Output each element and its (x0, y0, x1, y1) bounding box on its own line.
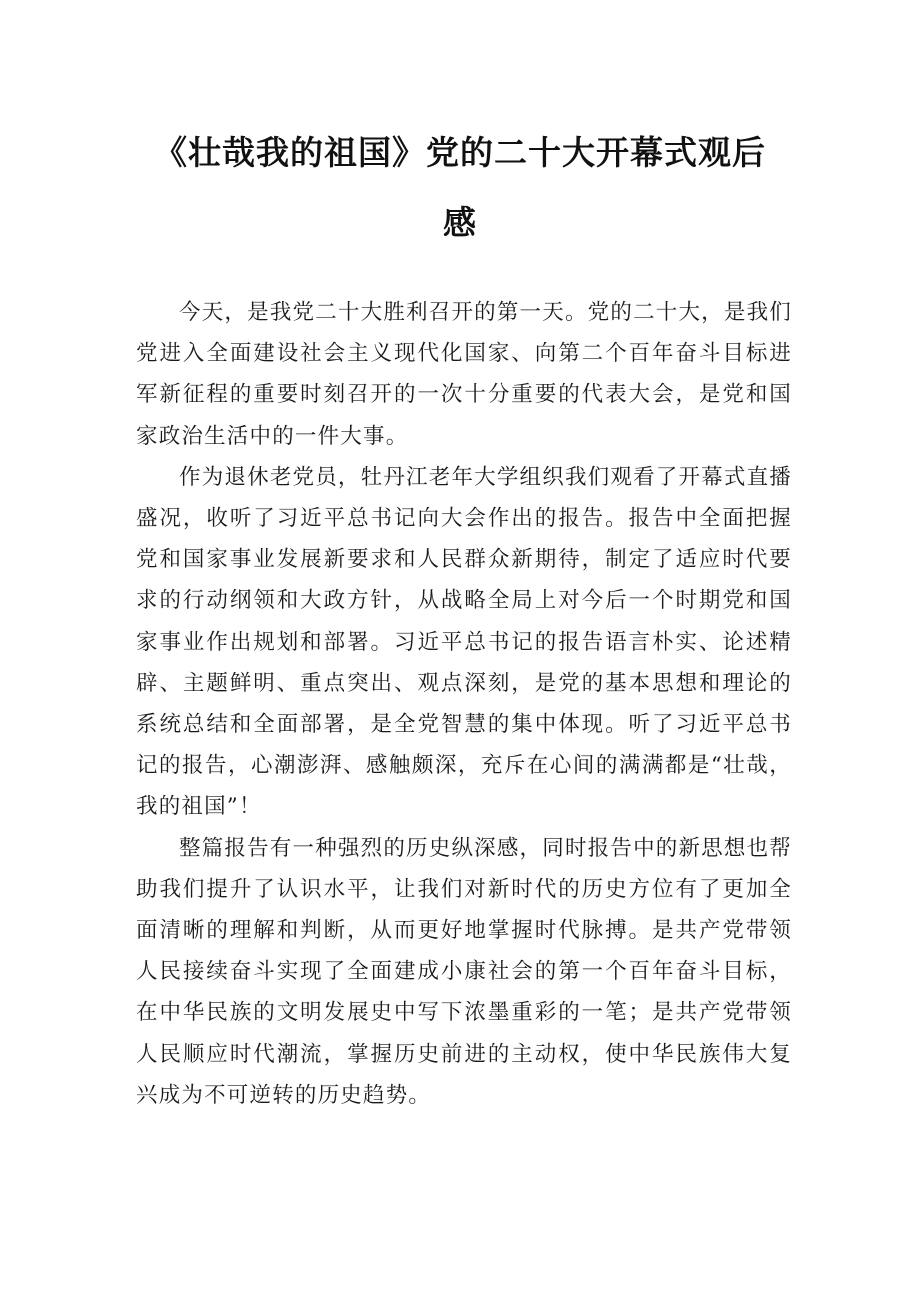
document-title-line-2: 感 (443, 203, 477, 242)
paragraph-3: 整篇报告有一种强烈的历史纵深感，同时报告中的新思想也帮助我们提升了认识水平，让我们对新时代的历史方位有了更加全面清晰的理解和判断，从而更好地掌握时代脉搏。是共产党带领人民接续奋斗实现了全面建成小康社会的第一个百年奋斗目标，在中华民族的文明发展史中写下浓墨重彩的一笔；是共产党带领人民顺应时代潮流，掌握历史前进的主动权，使中华民族伟大复兴成为不可逆转的历史趋势。 (136, 835, 792, 1108)
paragraph-2: 作为退休老党员，牡丹江老年大学组织我们观看了开幕式直播盛况，收听了习近平总书记向大会作出的报告。报告中全面把握党和国家事业发展新要求和人民群众新期待，制定了适应时代要求的行动纲领和大政方针，从战略全局上对今后一个时期党和国家事业作出规划和部署。习近平总书记的报告语言朴实、论述精辟、主题鲜明、重点突出、观点深刻，是党的基本思想和理论的系统总结和全面部署，是全党智慧的集中体现。听了习近平总书记的报告，心潮澎湃、感触颇深，充斥在心间的满满都是“壮哉，我的祖国”！ (136, 464, 792, 820)
paragraph-1: 今天，是我党二十大胜利召开的第一天。党的二十大，是我们党进入全面建设社会主义现代化国家、向第二个百年奋斗目标进军新征程的重要时刻召开的一次十分重要的代表大会，是党和国家政治生活中的一件大事。 (136, 300, 792, 449)
document-body (136, 292, 792, 1116)
document-title-line-1: 《壮哉我的祖国》党的二十大开幕式观后 (154, 133, 766, 172)
